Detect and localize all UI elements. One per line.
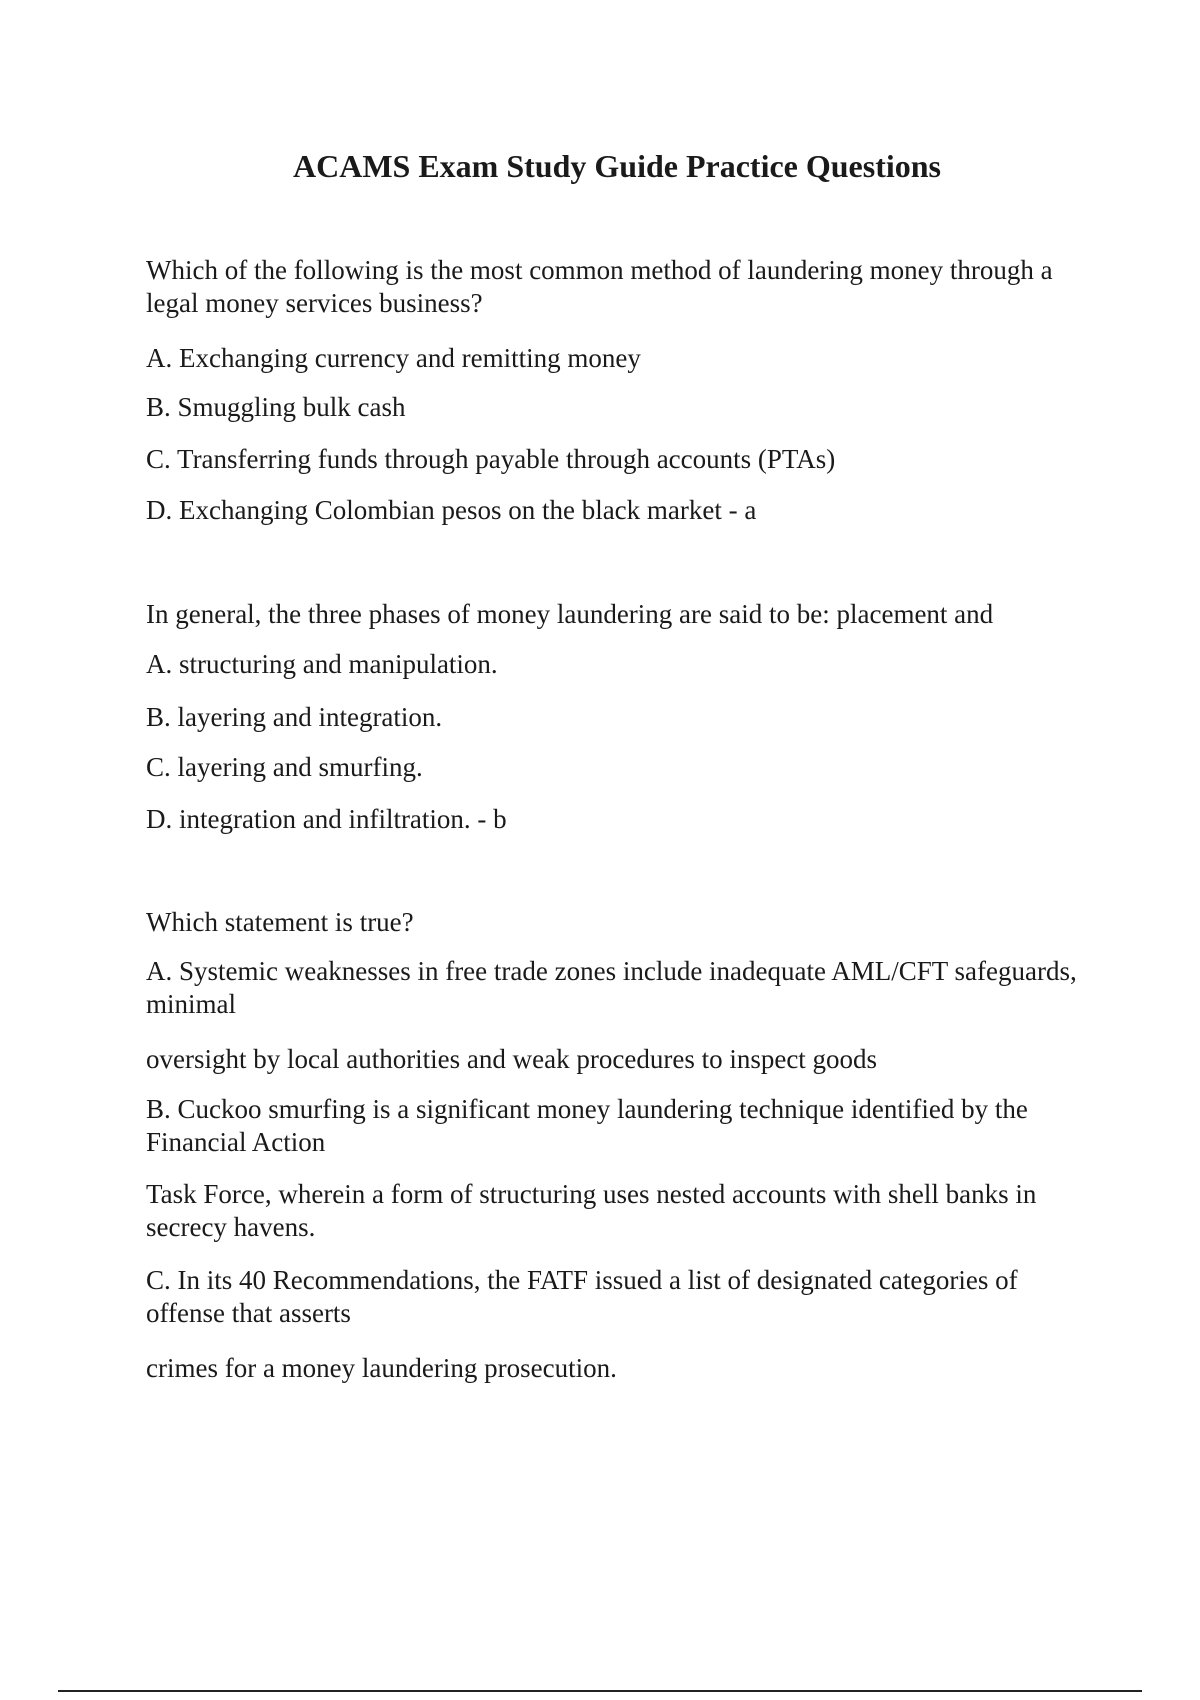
question-2-option-d: D. integration and infiltration. - b	[146, 804, 507, 834]
question-2-stem: In general, the three phases of money laundering are said to be: placement and	[146, 599, 994, 629]
bottom-divider	[58, 1690, 1142, 1692]
question-2-option-b: B. layering and integration.	[146, 702, 443, 732]
question-1-option-a: A. Exchanging currency and remitting money	[146, 343, 641, 373]
question-1-option-c: C. Transferring funds through payable through accounts (PTAs)	[146, 444, 836, 474]
question-3-option-c-continued: crimes for a money laundering prosecution.	[146, 1353, 617, 1383]
question-2-option-a: A. structuring and manipulation.	[146, 649, 498, 679]
question-3-option-c: C. In its 40 Recommendations, the FATF issued a list of designated categories of offense that asserts	[146, 1265, 1018, 1328]
question-3-option-a-continued: oversight by local authorities and weak procedures to inspect goods	[146, 1044, 878, 1074]
question-1-stem: Which of the following is the most common method of laundering money through a legal money services business?	[146, 255, 1053, 318]
question-3-stem: Which statement is true?	[146, 907, 414, 937]
question-3-option-b-continued: Task Force, wherein a form of structuring uses nested accounts with shell banks in secrecy havens.	[146, 1179, 1037, 1242]
question-1-option-b: B. Smuggling bulk cash	[146, 392, 406, 422]
question-3-option-b: B. Cuckoo smurfing is a significant money laundering technique identified by the Financial Action	[146, 1094, 1028, 1157]
document-title: ACAMS Exam Study Guide Practice Questions	[293, 148, 941, 184]
question-2-option-c: C. layering and smurfing.	[146, 752, 423, 782]
question-3-option-a: A. Systemic weaknesses in free trade zones include inadequate AML/CFT safeguards, minimal	[146, 956, 1077, 1019]
question-1-option-d: D. Exchanging Colombian pesos on the black market - a	[146, 495, 757, 525]
